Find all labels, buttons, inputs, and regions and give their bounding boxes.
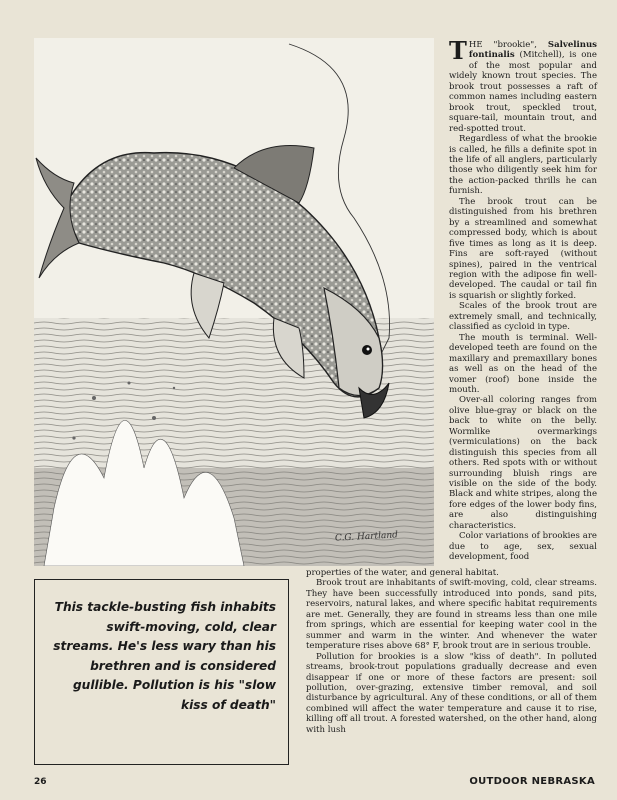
brook-trout-illustration xyxy=(34,38,434,566)
paragraph: The brook trout can be distinguished from his brethren by a streamlined and somewhat compressed body, which is about five times as long as it is deep. Fins are soft-rayed (without spines), paired in the ventrical region with the adipose fin well-developed. The caudal or tail fin is squarish or slightly forked. xyxy=(449,196,597,301)
paragraph: Over-all coloring ranges from olive blue-gray or black on the back to white on the belly. Wormlike overmarkings (vermiculations) on the back distinguish this species from all others. Red spots with or without surrounding bluish rings are visible on the side of the body. Black and white stripes, along the fore edges of the lower body fins, are also distinguishing characteristics. xyxy=(449,395,597,531)
paragraph-continuation: properties of the water, and general habitat. xyxy=(306,568,499,578)
article-column-right xyxy=(449,36,597,563)
article-body-lower xyxy=(306,568,597,735)
paragraph: Color variations of brookies are due to age, sex, sexual development, food xyxy=(449,531,597,563)
trout-drawing xyxy=(34,38,434,566)
paragraph: Pollution for brookies is a slow "kiss of death". In polluted streams, brook-trout populations gradually decrease and even disappear if one or more of these factors are present: soil pollution, over-grazing, extensive timber removal, and soil disturbance by agricultural. Any of these conditions, or all of them combined will affect the water temperature and cause it to rise, killing off all trout. A forested watershed, on the other hand, along with lush xyxy=(306,651,597,735)
intro-paragraph: THE "brookie", Salvelinus fontinalis (Mitchell), is one of the most popular and widely known trout species. The brook trout possesses a raft of common names including eastern brook trout, speckled trout, square-tail, mountain trout, and red-spotted trout. xyxy=(449,36,597,134)
dropcap: T xyxy=(449,36,467,65)
caption-text: This tackle-busting fish inhabits swift-moving, cold, clear streams. He's less wary than his brethren and is considered gullible. Pollution is his "slow kiss of death" xyxy=(53,600,276,712)
paragraph: Regardless of what the brookie is called, he fills a definite spot in the life of all anglers, particularly those who diligently seek him for the action-packed thrills he can furnish. xyxy=(449,134,597,197)
paragraph: Scales of the brook trout are extremely small, and technically, classified as cycloid in type. xyxy=(449,301,597,333)
paragraph: The mouth is terminal. Well-developed teeth are found on the maxillary and premaxillary bones as well as on the head of the vomer (roof) bone inside the mouth. xyxy=(449,332,597,395)
caption-box xyxy=(34,579,289,765)
artist-signature: C.G. Hartland xyxy=(334,530,399,544)
species-name: Salvelinus fontinalis xyxy=(468,40,597,61)
paragraph: Brook trout are inhabitants of swift-moving, cold, clear streams. They have been successfully introduced into ponds, sand pits, reservoirs, natural lakes, and where specific habitat requirements are met. Generally, they are found in streams less than one mile from springs, which are essential for keeping water cool in the summer and warm in the winter. And whenever the water temperature rises above 68° F, brook trout are in serious trouble. xyxy=(306,578,597,652)
page-number: 26 xyxy=(34,777,47,787)
magazine-name: OUTDOOR NEBRASKA xyxy=(469,776,595,787)
